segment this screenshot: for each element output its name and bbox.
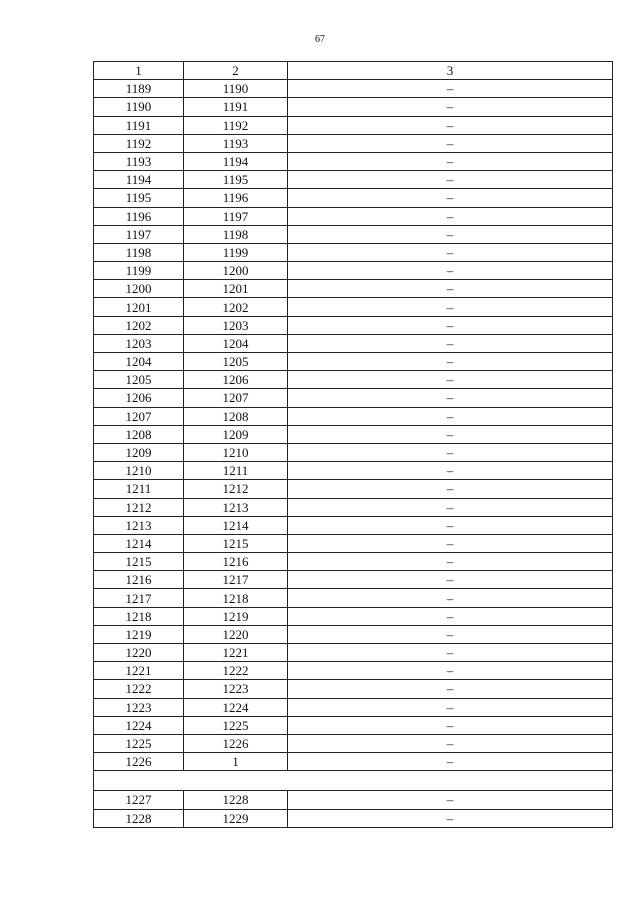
- table-cell: 1211: [94, 480, 184, 498]
- table-cell: 1196: [94, 207, 184, 225]
- table-row: [94, 680, 613, 698]
- table-row: [94, 353, 613, 371]
- table-cell: 1224: [184, 698, 288, 716]
- table-cell: 1229: [184, 809, 288, 827]
- table-cell: 1198: [184, 225, 288, 243]
- table-cell: 1205: [184, 353, 288, 371]
- table-cell: 1200: [184, 262, 288, 280]
- table-row: [94, 189, 613, 207]
- table-cell: 1213: [184, 498, 288, 516]
- table-row: [94, 791, 613, 809]
- table-cell: 1201: [184, 280, 288, 298]
- table-row: [94, 280, 613, 298]
- table-cell: 1212: [94, 498, 184, 516]
- table-cell: 1201: [94, 298, 184, 316]
- table-row: [94, 207, 613, 225]
- table-cell: –: [288, 152, 613, 170]
- table-cell: 1219: [184, 607, 288, 625]
- table-cell: 1199: [184, 243, 288, 261]
- table-cell: 1204: [184, 334, 288, 352]
- table-cell: 1202: [94, 316, 184, 334]
- table-cell: –: [288, 607, 613, 625]
- table-cell: –: [288, 644, 613, 662]
- table-cell: –: [288, 716, 613, 734]
- table-cell: 1226: [184, 734, 288, 752]
- table-row: [94, 298, 613, 316]
- table-cell: –: [288, 98, 613, 116]
- table-row: [94, 662, 613, 680]
- table-cell: 1193: [184, 134, 288, 152]
- table-cell: –: [288, 334, 613, 352]
- table-cell: 1222: [184, 662, 288, 680]
- table-cell: 1214: [94, 534, 184, 552]
- table-row: [94, 98, 613, 116]
- table-cell: –: [288, 553, 613, 571]
- table-cell: –: [288, 116, 613, 134]
- table-header-row: [94, 62, 613, 80]
- table-cell: –: [288, 625, 613, 643]
- table-cell: 1223: [184, 680, 288, 698]
- table-cell: 1: [184, 753, 288, 771]
- table-row: [94, 498, 613, 516]
- table-row: [94, 753, 613, 771]
- table-row: [94, 480, 613, 498]
- table-cell: –: [288, 753, 613, 771]
- table-separator-row: [94, 771, 613, 791]
- table-cell: 1216: [184, 553, 288, 571]
- table-cell: –: [288, 662, 613, 680]
- table-row: [94, 534, 613, 552]
- table-cell: 1193: [94, 152, 184, 170]
- table-cell: 1226: [94, 753, 184, 771]
- table-cell: 1221: [94, 662, 184, 680]
- table-row: [94, 462, 613, 480]
- table-cell: –: [288, 698, 613, 716]
- table-cell: 1189: [94, 80, 184, 98]
- table-row: [94, 607, 613, 625]
- table-cell: –: [288, 734, 613, 752]
- table-cell: –: [288, 534, 613, 552]
- table-cell: 1196: [184, 189, 288, 207]
- table-row: [94, 443, 613, 461]
- table-cell: 1197: [184, 207, 288, 225]
- table-row: [94, 625, 613, 643]
- table-cell: 1199: [94, 262, 184, 280]
- table-cell: 1221: [184, 644, 288, 662]
- table-cell: –: [288, 280, 613, 298]
- table-cell: 1206: [184, 371, 288, 389]
- table-cell: –: [288, 225, 613, 243]
- table-row: [94, 371, 613, 389]
- table-cell: –: [288, 134, 613, 152]
- table-row: [94, 80, 613, 98]
- table-cell: –: [288, 516, 613, 534]
- table-cell: –: [288, 262, 613, 280]
- table-cell: 1210: [94, 462, 184, 480]
- table-cell: 1200: [94, 280, 184, 298]
- table-cell: –: [288, 480, 613, 498]
- table-cell: –: [288, 809, 613, 827]
- table-cell: 1203: [94, 334, 184, 352]
- table-cell: 1195: [94, 189, 184, 207]
- table-cell: 1209: [94, 443, 184, 461]
- table-row: [94, 116, 613, 134]
- table-cell: –: [288, 589, 613, 607]
- table-cell: 1213: [94, 516, 184, 534]
- table-cell: 1207: [184, 389, 288, 407]
- table-cell: 1208: [94, 425, 184, 443]
- table-cell: 1204: [94, 353, 184, 371]
- table-cell: –: [288, 389, 613, 407]
- table-cell: –: [288, 462, 613, 480]
- table-cell: 1202: [184, 298, 288, 316]
- table-row: [94, 389, 613, 407]
- table-row: [94, 334, 613, 352]
- table-cell: 1227: [94, 791, 184, 809]
- data-table: [93, 61, 613, 828]
- table-row: [94, 716, 613, 734]
- table-cell: 1214: [184, 516, 288, 534]
- table-cell: 1224: [94, 716, 184, 734]
- table-cell: 1228: [184, 791, 288, 809]
- table-cell: 1223: [94, 698, 184, 716]
- table-cell: –: [288, 407, 613, 425]
- table-cell: 1: [94, 62, 184, 80]
- page-number: 67: [315, 34, 325, 45]
- table-cell: –: [288, 207, 613, 225]
- table-row: [94, 316, 613, 334]
- table-cell: –: [288, 425, 613, 443]
- table-cell: 1219: [94, 625, 184, 643]
- table-cell: 1218: [94, 607, 184, 625]
- table-cell: 1207: [94, 407, 184, 425]
- table-cell: 1225: [94, 734, 184, 752]
- separator-cell: [94, 771, 613, 791]
- table-cell: 1190: [94, 98, 184, 116]
- table-cell: –: [288, 791, 613, 809]
- table-row: [94, 171, 613, 189]
- table-row: [94, 644, 613, 662]
- table-cell: 1191: [94, 116, 184, 134]
- table-cell: 1225: [184, 716, 288, 734]
- table-row: [94, 407, 613, 425]
- table-cell: 1218: [184, 589, 288, 607]
- table-row: [94, 225, 613, 243]
- table-row: [94, 516, 613, 534]
- table-row: [94, 698, 613, 716]
- table-row: [94, 809, 613, 827]
- table-cell: 1190: [184, 80, 288, 98]
- table-row: [94, 425, 613, 443]
- table-row: [94, 589, 613, 607]
- table-cell: 1210: [184, 443, 288, 461]
- table-cell: 1197: [94, 225, 184, 243]
- table-row: [94, 262, 613, 280]
- table-cell: 3: [288, 62, 613, 80]
- table-row: [94, 734, 613, 752]
- table-cell: 2: [184, 62, 288, 80]
- table-cell: –: [288, 371, 613, 389]
- table-cell: –: [288, 498, 613, 516]
- table-cell: –: [288, 443, 613, 461]
- table-cell: 1203: [184, 316, 288, 334]
- table-cell: 1222: [94, 680, 184, 698]
- table-cell: –: [288, 189, 613, 207]
- table-row: [94, 553, 613, 571]
- table-cell: 1206: [94, 389, 184, 407]
- table-cell: 1215: [184, 534, 288, 552]
- table-cell: –: [288, 80, 613, 98]
- table-cell: 1220: [184, 625, 288, 643]
- table-cell: 1220: [94, 644, 184, 662]
- table-cell: –: [288, 680, 613, 698]
- table-cell: 1194: [94, 171, 184, 189]
- table-cell: 1217: [184, 571, 288, 589]
- table-cell: 1194: [184, 152, 288, 170]
- table-cell: 1192: [184, 116, 288, 134]
- table-cell: 1205: [94, 371, 184, 389]
- table-body: [94, 62, 613, 828]
- table-cell: –: [288, 243, 613, 261]
- table-cell: –: [288, 171, 613, 189]
- table-cell: 1228: [94, 809, 184, 827]
- table-row: [94, 243, 613, 261]
- table-cell: 1198: [94, 243, 184, 261]
- table-cell: 1216: [94, 571, 184, 589]
- table-cell: –: [288, 353, 613, 371]
- table-row: [94, 571, 613, 589]
- table-cell: 1192: [94, 134, 184, 152]
- table-row: [94, 134, 613, 152]
- table-cell: 1212: [184, 480, 288, 498]
- table-cell: 1211: [184, 462, 288, 480]
- table-cell: –: [288, 298, 613, 316]
- table-cell: 1209: [184, 425, 288, 443]
- table-cell: 1215: [94, 553, 184, 571]
- table-cell: 1191: [184, 98, 288, 116]
- table-cell: –: [288, 571, 613, 589]
- table-cell: 1217: [94, 589, 184, 607]
- table-cell: –: [288, 316, 613, 334]
- table-cell: 1208: [184, 407, 288, 425]
- table-row: [94, 152, 613, 170]
- table-cell: 1195: [184, 171, 288, 189]
